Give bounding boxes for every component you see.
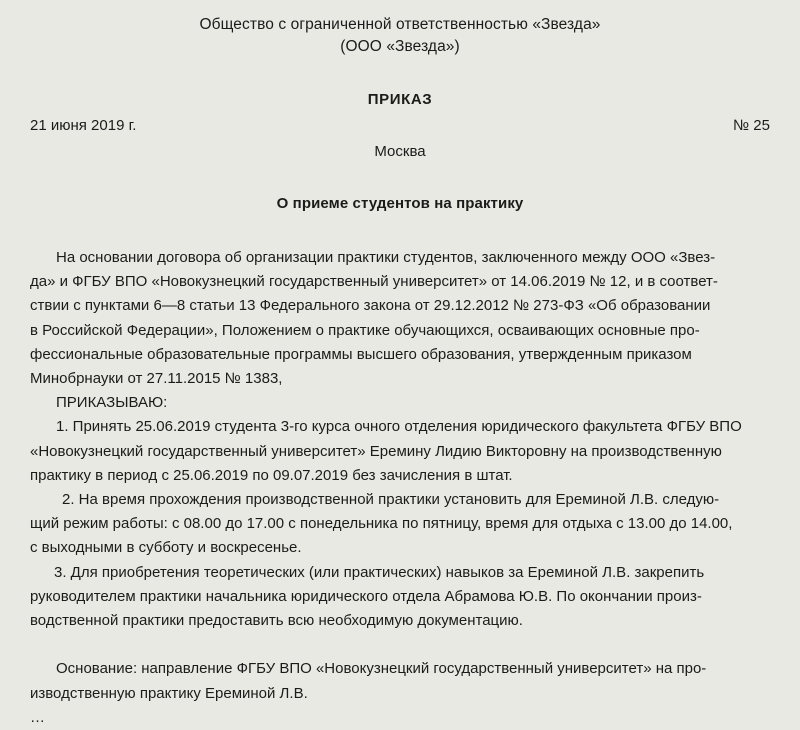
text-line: изводственную практику Ереминой Л.В. (30, 684, 308, 702)
basis-paragraph (30, 657, 770, 705)
text-line: Основание: направление ФГБУ ВПО «Новокузнецкий государственный университет» на про- (56, 660, 707, 678)
text-line: На основании договора об организации практики студентов, заключенного между ООО «Звез- (56, 249, 716, 266)
text-line: 2. На время прохождения производственной практики установить для Ереминой Л.В. следую- (62, 491, 720, 509)
text-line: с выходными в субботу и воскресенье. (30, 539, 302, 557)
text-line: водственной практики предоставить всю необходимую документацию. (30, 612, 523, 630)
document-kind-heading: ПРИКАЗ (367, 91, 433, 108)
text-line: да» и ФГБУ ВПО «Новокузнецкий государственный университет» от 14.06.2019 № 12, и в соответ- (30, 273, 718, 291)
organization-short-name: (ООО «Звезда») (340, 38, 460, 55)
text-line: 3. Для приобретения теоретических (или практических) навыков за Ереминой Л.В. закрепить (54, 563, 705, 581)
paragraph-preamble (30, 246, 770, 391)
spacer (30, 633, 770, 657)
text-line: руководителем практики начальника юридического отдела Абрамова Ю.В. По окончании произ- (30, 587, 702, 605)
text-line: в Российской Федерации», Положением о практике обучающихся, осваивающих основные про- (30, 321, 700, 339)
order-verb-line (30, 391, 770, 415)
text-line: Минобрнауки от 27.11.2015 № 1383, (30, 370, 283, 388)
document-number: № 25 (733, 117, 770, 134)
document-city: Москва (374, 143, 426, 160)
organization-header (30, 14, 770, 58)
text-line: 1. Принять 25.06.2019 студента 3-го курса очного отделения юридического факультета ФГБУ ВПО (56, 418, 742, 436)
order-item-3 (30, 561, 770, 634)
order-item-1 (30, 415, 770, 488)
continuation-ellipsis: … (30, 708, 46, 726)
order-item-2 (30, 488, 770, 561)
text-line: практику в период с 25.06.2019 по 09.07.2019 без зачисления в штат. (30, 466, 513, 484)
document-body (30, 246, 770, 730)
text-line: фессиональные образовательные программы высшего образования, утвержденным приказом (30, 345, 692, 363)
text-line: ствии с пунктами 6—8 статьи 13 Федерального закона от 29.12.2012 № 273-ФЗ «Об образовании (30, 297, 711, 315)
text-line: «Новокузнецкий государственный университет» Еремину Лидию Викторовну на производственную (30, 442, 722, 460)
document-title: О приеме студентов на практику (276, 195, 524, 212)
text-line: щий режим работы: с 08.00 до 17.00 с понедельника по пятницу, время для отдыха с 13.00 до 14.00, (30, 515, 733, 533)
organization-full-name: Общество с ограниченной ответственностью «Звезда» (199, 16, 601, 33)
document-meta-row (30, 117, 770, 134)
document-date: 21 июня 2019 г. (30, 117, 137, 134)
text-line: ПРИКАЗЫВАЮ: (56, 394, 168, 412)
